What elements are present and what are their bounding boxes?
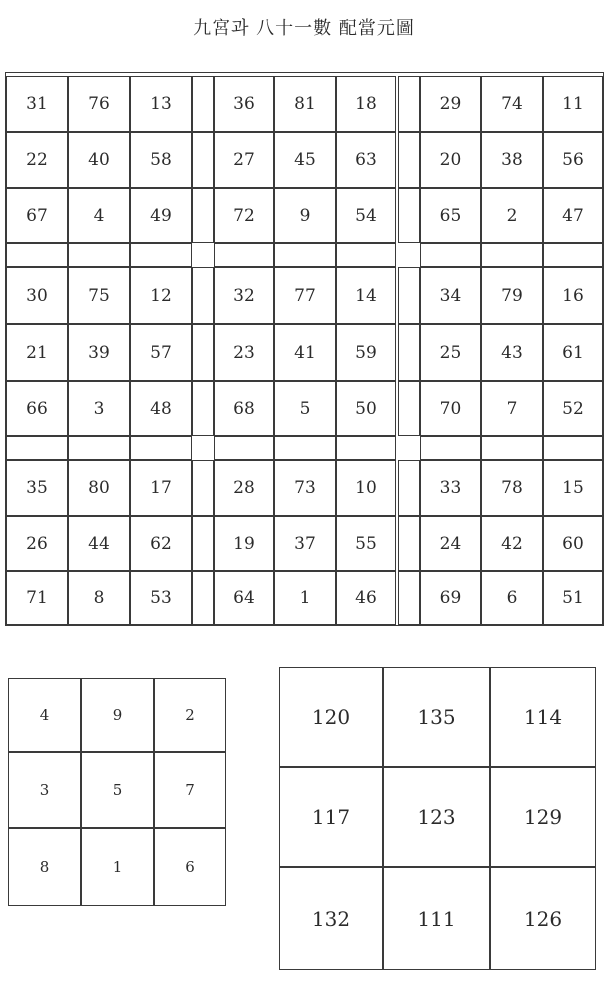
- sum-cell: 114: [490, 667, 596, 767]
- number-cell: 47: [543, 188, 603, 243]
- spacer-cell: [192, 76, 214, 132]
- number-cell: 39: [68, 324, 130, 381]
- number-cell: 62: [130, 516, 192, 571]
- number-cell: 8: [68, 571, 130, 625]
- spacer-cell: [481, 436, 543, 460]
- number-cell: 48: [130, 381, 192, 436]
- number-cell: 1: [274, 571, 336, 625]
- number-cell: 15: [543, 460, 603, 516]
- number-cell: 69: [420, 571, 481, 625]
- sum-cell: 120: [279, 667, 383, 767]
- number-cell: 44: [68, 516, 130, 571]
- spacer-cell: [6, 436, 68, 460]
- number-cell: 46: [336, 571, 396, 625]
- spacer-cell: [192, 188, 214, 243]
- number-cell: 74: [481, 76, 543, 132]
- number-cell: 12: [130, 267, 192, 324]
- number-cell: 9: [274, 188, 336, 243]
- number-cell: 18: [336, 76, 396, 132]
- number-cell: 3: [68, 381, 130, 436]
- number-cell: 75: [68, 267, 130, 324]
- number-cell: 51: [543, 571, 603, 625]
- spacer-cell: [192, 132, 214, 188]
- spacer-cell: [68, 243, 130, 267]
- number-cell: 49: [130, 188, 192, 243]
- number-cell: 55: [336, 516, 396, 571]
- spacer-cell: [398, 267, 420, 324]
- number-cell: 14: [336, 267, 396, 324]
- number-cell: 32: [214, 267, 274, 324]
- spacer-cell: [130, 436, 192, 460]
- sum-cell: 126: [490, 867, 596, 970]
- number-cell: 40: [68, 132, 130, 188]
- magic-square-cell: 2: [154, 678, 226, 752]
- number-cell: 35: [6, 460, 68, 516]
- number-cell: 63: [336, 132, 396, 188]
- number-cell: 16: [543, 267, 603, 324]
- number-cell: 37: [274, 516, 336, 571]
- number-cell: 80: [68, 460, 130, 516]
- number-cell: 61: [543, 324, 603, 381]
- number-cell: 10: [336, 460, 396, 516]
- number-cell: 36: [214, 76, 274, 132]
- spacer-cell: [192, 571, 214, 625]
- spacer-cell: [214, 243, 274, 267]
- spacer-cell: [398, 324, 420, 381]
- spacer-cell: [398, 381, 420, 436]
- number-cell: 52: [543, 381, 603, 436]
- spacer-cell: [336, 436, 396, 460]
- sum-cell: 117: [279, 767, 383, 867]
- spacer-cell: [398, 460, 420, 516]
- number-cell: 33: [420, 460, 481, 516]
- number-cell: 76: [68, 76, 130, 132]
- magic-square-cell: 4: [8, 678, 81, 752]
- number-cell: 60: [543, 516, 603, 571]
- spacer-cell: [398, 132, 420, 188]
- number-cell: 42: [481, 516, 543, 571]
- sum-cell: 132: [279, 867, 383, 970]
- spacer-cell: [481, 243, 543, 267]
- number-cell: 24: [420, 516, 481, 571]
- number-cell: 2: [481, 188, 543, 243]
- number-cell: 20: [420, 132, 481, 188]
- sum-cell: 111: [383, 867, 490, 970]
- magic-square-cell: 6: [154, 828, 226, 906]
- spacer-cell: [130, 243, 192, 267]
- spacer-cell: [214, 436, 274, 460]
- spacer-cell: [336, 243, 396, 267]
- number-cell: 66: [6, 381, 68, 436]
- number-cell: 45: [274, 132, 336, 188]
- number-cell: 11: [543, 76, 603, 132]
- number-cell: 22: [6, 132, 68, 188]
- number-cell: 25: [420, 324, 481, 381]
- spacer-cell: [420, 436, 481, 460]
- spacer-cell: [192, 460, 214, 516]
- sum-cell: 123: [383, 767, 490, 867]
- number-cell: 58: [130, 132, 192, 188]
- number-cell: 19: [214, 516, 274, 571]
- number-cell: 26: [6, 516, 68, 571]
- spacer-cell: [68, 436, 130, 460]
- magic-square-cell: 1: [81, 828, 154, 906]
- number-cell: 31: [6, 76, 68, 132]
- magic-square-cell: 5: [81, 752, 154, 828]
- number-cell: 71: [6, 571, 68, 625]
- number-cell: 57: [130, 324, 192, 381]
- number-cell: 77: [274, 267, 336, 324]
- spacer-cell: [543, 436, 603, 460]
- number-cell: 41: [274, 324, 336, 381]
- spacer-cell: [398, 516, 420, 571]
- number-cell: 4: [68, 188, 130, 243]
- number-cell: 70: [420, 381, 481, 436]
- number-cell: 23: [214, 324, 274, 381]
- spacer-cell: [192, 324, 214, 381]
- number-cell: 54: [336, 188, 396, 243]
- number-cell: 21: [6, 324, 68, 381]
- number-cell: 78: [481, 460, 543, 516]
- spacer-cell: [274, 436, 336, 460]
- number-cell: 67: [6, 188, 68, 243]
- number-cell: 6: [481, 571, 543, 625]
- number-cell: 5: [274, 381, 336, 436]
- spacer-cell: [420, 243, 481, 267]
- number-cell: 30: [6, 267, 68, 324]
- number-cell: 72: [214, 188, 274, 243]
- number-cell: 68: [214, 381, 274, 436]
- number-cell: 17: [130, 460, 192, 516]
- number-cell: 27: [214, 132, 274, 188]
- spacer-cell: [398, 76, 420, 132]
- number-cell: 64: [214, 571, 274, 625]
- number-cell: 65: [420, 188, 481, 243]
- spacer-cell: [274, 243, 336, 267]
- number-cell: 29: [420, 76, 481, 132]
- number-cell: 56: [543, 132, 603, 188]
- spacer-cell: [192, 267, 214, 324]
- number-cell: 34: [420, 267, 481, 324]
- number-cell: 73: [274, 460, 336, 516]
- spacer-cell: [192, 381, 214, 436]
- spacer-cell: [6, 243, 68, 267]
- number-cell: 59: [336, 324, 396, 381]
- spacer-cell: [398, 188, 420, 243]
- number-cell: 53: [130, 571, 192, 625]
- magic-square-cell: 3: [8, 752, 81, 828]
- number-cell: 81: [274, 76, 336, 132]
- spacer-cell: [398, 571, 420, 625]
- number-cell: 38: [481, 132, 543, 188]
- magic-square-cell: 7: [154, 752, 226, 828]
- magic-square-cell: 8: [8, 828, 81, 906]
- spacer-cell: [192, 516, 214, 571]
- number-cell: 79: [481, 267, 543, 324]
- number-cell: 50: [336, 381, 396, 436]
- number-cell: 43: [481, 324, 543, 381]
- magic-square-cell: 9: [81, 678, 154, 752]
- number-cell: 7: [481, 381, 543, 436]
- sum-cell: 129: [490, 767, 596, 867]
- sum-cell: 135: [383, 667, 490, 767]
- spacer-cell: [543, 243, 603, 267]
- page-title: 九宮과 八十一數 配當元圖: [193, 18, 415, 39]
- number-cell: 28: [214, 460, 274, 516]
- number-cell: 13: [130, 76, 192, 132]
